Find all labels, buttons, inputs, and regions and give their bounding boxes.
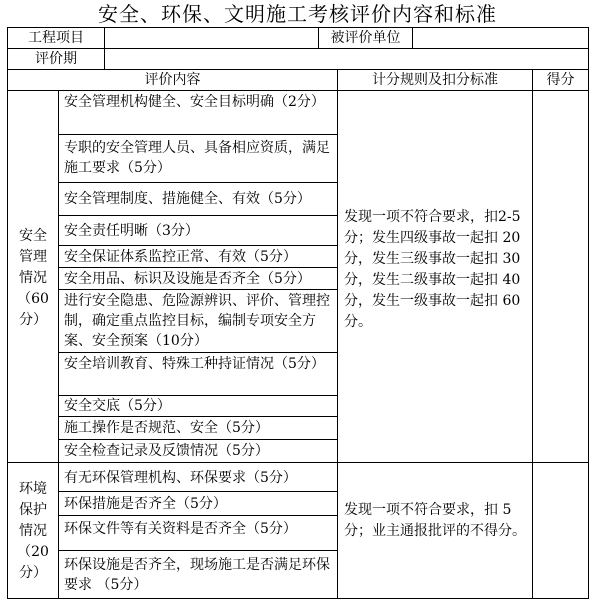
item-divider: [58, 267, 338, 268]
list-item: 安全用品、标识及设施是否齐全（5分）: [64, 271, 311, 287]
scoring-rules: 发现一项不符合要求，扣2-5分；发生四级事故一起扣 20 分，发生三级事故一起扣 30 分，发生二级事故一起扣 40 分，发生一级事故一起扣 60 分。: [344, 209, 521, 330]
list-item: 安全交底（5分）: [64, 398, 171, 414]
list-item: 安全管理制度、措施健全、有效（5分）: [64, 191, 311, 207]
item-divider: [58, 245, 338, 246]
item-divider: [58, 515, 338, 516]
row-divider: [7, 90, 588, 91]
item-divider: [58, 439, 338, 440]
list-item: 安全责任明晰（3分）: [64, 223, 199, 239]
list-item: 安全检查记录及反馈情况（5分）: [64, 443, 269, 459]
list-item: 环保文件等有关资料是否齐全（5分）: [64, 521, 297, 537]
category-environment: [8, 479, 58, 584]
list-item: 安全保证体系监控正常、有效（5分）: [64, 249, 297, 265]
item-divider: [58, 215, 338, 216]
category-line: 分）: [19, 565, 47, 581]
table-border-right: [588, 27, 589, 599]
list-item: 有无环保管理机构、环保要求（5分）: [64, 470, 297, 486]
category-line: 分）: [19, 312, 47, 328]
category-line: 环境: [19, 481, 47, 497]
col-divider: [104, 27, 105, 70]
project-label: 工程项目: [28, 30, 84, 46]
col-header-rules: 计分规则及扣分标准: [372, 72, 498, 88]
list-item: 专职的安全管理人员、具备相应资质，满足施工要求（5分）: [64, 140, 330, 176]
col-divider: [337, 69, 338, 599]
category-safety: [8, 226, 58, 331]
page-title: 安全、环保、文明施工考核评价内容和标准: [98, 2, 497, 26]
category-line: （20: [17, 544, 49, 560]
scoring-rules: 发现一项不符合要求，扣 5 分；业主通报批评的不得分。: [344, 502, 526, 539]
item-divider: [58, 134, 338, 135]
col-divider: [412, 27, 413, 49]
table-border-bottom: [7, 598, 588, 599]
evaluated-unit-label: 被评价单位: [330, 30, 401, 46]
category-line: （60: [17, 291, 49, 307]
period-label: 评价期: [35, 51, 77, 67]
list-item: 安全管理机构健全、安全目标明确（2分）: [64, 94, 325, 110]
category-line: 保护: [19, 502, 47, 518]
category-line: 情况: [19, 270, 47, 286]
item-divider: [58, 289, 338, 290]
category-line: 情况: [19, 523, 47, 539]
item-divider: [58, 550, 338, 551]
list-item: 环保设施是否齐全，现场施工是否满足环保要求 （5分）: [64, 557, 330, 593]
item-divider: [58, 182, 338, 183]
list-item: 进行安全隐患、危险源辨识、评价、管理控制，确定重点监控目标，编制专项安全方案、安全预案（10分）: [64, 293, 330, 349]
col-header-score: 得分: [546, 72, 575, 88]
col-divider: [532, 69, 533, 599]
section-divider: [7, 462, 588, 463]
list-item: 施工操作是否规范、安全（5分）: [64, 420, 269, 436]
col-header-content: 评价内容: [144, 72, 201, 88]
list-item: 安全培训教育、特殊工种持证情况（5分）: [64, 356, 325, 372]
category-line: 管理: [19, 249, 47, 265]
item-divider: [58, 491, 338, 492]
item-divider: [58, 416, 338, 417]
item-divider: [58, 352, 338, 353]
col-divider: [58, 90, 59, 599]
list-item: 环保措施是否齐全（5分）: [64, 496, 227, 512]
category-line: 安全: [19, 228, 47, 244]
